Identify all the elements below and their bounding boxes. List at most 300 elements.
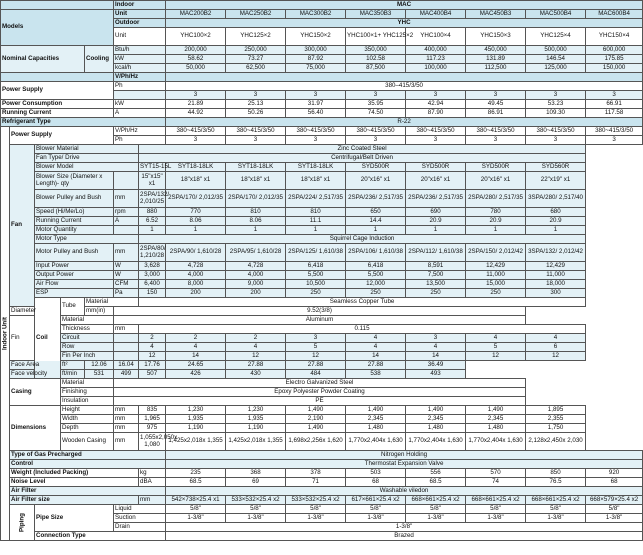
spec-label-cell: Indoor <box>114 1 166 10</box>
spec-value-cell: SYT15-15L <box>140 162 172 170</box>
spec-value-cell: 112,500 <box>466 64 526 73</box>
spec-value-cell: 5,500 <box>346 271 406 280</box>
spec-value-cell: 1,935 <box>166 415 226 424</box>
spec-row-mt <box>1 235 643 244</box>
spec-label-cell: Suction <box>114 514 166 523</box>
spec-row-pl <box>1 505 643 514</box>
spec-value-cell: 76.5 <box>526 478 586 487</box>
spec-value-cell: 1,490 <box>406 406 466 415</box>
spec-value-cell: 109.30 <box>526 109 586 118</box>
spec-label-cell: kW <box>114 100 166 109</box>
spec-value-cell: MAC350B3 <box>346 10 406 19</box>
spec-value-cell: 650 <box>346 208 406 217</box>
spec-value-cell: 3 <box>286 334 346 343</box>
spec-row-speed <box>1 208 643 217</box>
spec-label-cell: Control <box>10 460 166 469</box>
spec-label-cell: Row <box>61 343 114 352</box>
spec-value-cell: 235 <box>166 469 226 478</box>
spec-value-cell: SYT18-18LK <box>226 163 286 172</box>
spec-value-cell: 3SPA/132/ 2,012/42 <box>526 244 586 262</box>
spec-value-cell: 14 <box>166 352 226 361</box>
spec-value-cell: 835 <box>139 406 166 415</box>
spec-value-cell: SYD500R <box>466 163 526 172</box>
spec-value-cell: 68 <box>586 478 643 487</box>
spec-value-cell: 680 <box>526 208 586 217</box>
spec-value-cell: 1,055x2,050x 1,080 <box>139 433 166 451</box>
spec-value-cell: 1,230 <box>226 406 286 415</box>
spec-row-cap-btu <box>1 46 643 55</box>
spec-label-cell: A <box>114 217 139 226</box>
spec-value-cell: 2,190 <box>286 415 346 424</box>
spec-row-fa <box>1 361 643 370</box>
spec-label-cell: Insulation <box>61 397 114 406</box>
spec-value-cell: 1 <box>166 226 226 235</box>
spec-value-cell: 668×661×25.4 x2 <box>526 496 586 505</box>
spec-value-cell: 1,965 <box>139 415 166 424</box>
spec-value-cell: 12.06 <box>85 361 114 370</box>
spec-value-cell: Epoxy Polyester Powder Coating <box>114 388 526 397</box>
spec-value-cell: 1 <box>466 226 526 235</box>
spec-value-cell: 507 <box>139 370 166 379</box>
spec-value-cell: 4 <box>406 343 466 352</box>
spec-value-cell: 2,345 <box>466 415 526 424</box>
spec-value-cell: 3 <box>346 91 406 100</box>
spec-value-cell: 1,935 <box>226 415 286 424</box>
spec-label-cell: mm <box>114 406 139 415</box>
spec-value-cell: 1 <box>226 226 286 235</box>
spec-value-cell: 8.06 <box>226 217 286 226</box>
spec-value-cell: 73.27 <box>226 55 286 64</box>
spec-row-bsize <box>1 172 643 190</box>
spec-label-cell: Running Current <box>1 109 114 118</box>
spec-label-cell: mm <box>114 415 139 424</box>
spec-value-cell: 71 <box>286 478 346 487</box>
spec-label-cell: A <box>114 109 166 118</box>
spec-row-ftd <box>1 154 643 163</box>
spec-row-fc <box>1 334 643 343</box>
spec-row-wt <box>1 469 643 478</box>
spec-label-cell <box>114 334 139 343</box>
spec-label-cell <box>114 172 139 190</box>
spec-value-cell: 58.62 <box>166 55 226 64</box>
spec-value-cell: 5/8" <box>526 505 586 514</box>
spec-row-esp <box>1 289 643 298</box>
spec-label-cell: Weight (Included Packing) <box>10 469 139 478</box>
spec-row-pct <box>1 532 643 541</box>
spec-value-cell: 12 <box>286 352 346 361</box>
spec-value-cell: 4 <box>346 334 406 343</box>
spec-row-mq <box>1 226 643 235</box>
spec-value-cell: 3 <box>526 91 586 100</box>
spec-value-cell: 2SPA/224/ 2,517/35 <box>286 190 346 208</box>
spec-value-cell: 668×579×25.4 x2 <box>586 496 643 505</box>
spec-value-cell: 200,000 <box>166 46 226 55</box>
spec-value-cell: 150,000 <box>586 64 643 73</box>
spec-value-cell: 31.97 <box>286 100 346 109</box>
spec-value-cell: 430 <box>226 370 286 379</box>
spec-value-cell: 4,000 <box>226 271 286 280</box>
spec-label-cell: Pipe Size <box>35 505 114 532</box>
spec-value-cell: YHC100×1+ YHC125×2 <box>346 28 406 46</box>
spec-value-cell: YHC150×4 <box>586 28 643 46</box>
spec-label-cell: Material <box>61 379 114 388</box>
spec-value-cell: 49.45 <box>466 100 526 109</box>
spec-value-cell: 0.115 <box>139 325 586 334</box>
spec-value-cell: Centrifugal/Belt Driven <box>139 154 586 163</box>
spec-value-cell: Aluminum <box>114 316 526 325</box>
spec-label-cell: Finishing <box>61 388 114 397</box>
spec-value-cell: 300 <box>526 289 586 298</box>
spec-value-cell: 3 <box>406 334 466 343</box>
spec-value-cell: 22"x19" x1 <box>526 172 586 190</box>
spec-value-cell: MAC400B4 <box>406 10 466 19</box>
spec-label-cell: Air Filter size <box>10 496 139 505</box>
spec-label-cell: Casing <box>10 379 61 406</box>
spec-value-cell: Brazed <box>166 532 643 541</box>
spec-value-cell: 8,000 <box>166 280 226 289</box>
spec-table-body <box>1 1 643 541</box>
spec-label-cell: Fan <box>10 145 35 307</box>
spec-value-cell: 4 <box>526 334 586 343</box>
spec-value-cell: 617×661×25.4 x2 <box>346 496 406 505</box>
spec-value-cell: 5/8" <box>466 505 526 514</box>
spec-value-cell: 68.5 <box>406 478 466 487</box>
spec-value-cell: 74 <box>466 478 526 487</box>
spec-value-cell: 18"x18" x1 <box>226 172 286 190</box>
spec-value-cell: 2,345 <box>346 415 406 424</box>
spec-value-cell: 117.23 <box>406 55 466 64</box>
spec-value-cell: 4,728 <box>166 262 226 271</box>
spec-value-cell: 150 <box>139 289 166 298</box>
spec-value-cell: 378 <box>286 469 346 478</box>
spec-label-cell: Power Consumption <box>1 100 114 109</box>
spec-value-cell: 6,418 <box>286 262 346 271</box>
spec-label-cell: Refrigerant Type <box>1 118 166 127</box>
spec-label-cell: Circuit <box>61 334 114 343</box>
spec-label-cell: V/Ph/Hz <box>114 73 166 82</box>
spec-value-cell: 1 <box>139 226 166 235</box>
spec-label-cell: Face velocity <box>10 370 61 379</box>
spec-label-cell: Fin <box>10 316 35 361</box>
spec-value-cell: 2SPA/236/ 2,517/35 <box>346 190 406 208</box>
spec-label-cell: Motor Pulley and Bush <box>35 244 114 262</box>
spec-value-cell: 7,500 <box>406 271 466 280</box>
spec-label-cell: Height <box>61 406 114 415</box>
spec-value-cell: 810 <box>286 208 346 217</box>
spec-label-cell: Pa <box>114 289 139 298</box>
spec-value-cell <box>166 73 643 82</box>
spec-value-cell: 1-3/8" <box>526 514 586 523</box>
spec-value-cell: SYT18-18LK <box>166 163 226 172</box>
spec-row-bm <box>1 145 643 154</box>
spec-value-cell: 533×532×25.4 x2 <box>226 496 286 505</box>
spec-value-cell: 11.1 <box>286 217 346 226</box>
spec-label-cell: mm <box>114 325 139 334</box>
spec-value-cell: 426 <box>166 370 226 379</box>
spec-value-cell: 3 <box>526 136 586 145</box>
spec-value-cell: 350,000 <box>346 46 406 55</box>
spec-value-cell: 2,345 <box>406 415 466 424</box>
spec-label-cell: Indoor Unit <box>1 127 10 541</box>
spec-row-afil <box>1 487 643 496</box>
spec-label-cell: Input Power <box>35 262 114 271</box>
spec-value-cell: 380–415/3/50 <box>166 82 643 91</box>
spec-row-wc <box>1 433 643 451</box>
spec-label-cell: Coil <box>35 298 61 379</box>
spec-value-cell: 450,000 <box>466 46 526 55</box>
spec-value-cell: 1 <box>286 226 346 235</box>
spec-value-cell: YHC150×3 <box>466 28 526 46</box>
spec-label-cell: Noise Level <box>10 478 139 487</box>
spec-value-cell: 35.95 <box>346 100 406 109</box>
spec-value-cell: 2SPA/80/ 1,210/28 <box>139 244 166 262</box>
spec-value-cell: 20"x16" x1 <box>466 172 526 190</box>
spec-value-cell: 27.88 <box>286 361 346 370</box>
spec-value-cell: MAC200B2 <box>166 10 226 19</box>
spec-value-cell: 690 <box>406 208 466 217</box>
spec-label-cell: Air Filter <box>10 487 166 496</box>
spec-value-cell: 12 <box>226 352 286 361</box>
spec-value-cell: 6,418 <box>346 262 406 271</box>
spec-value-cell: MAC600B4 <box>586 10 643 19</box>
spec-label-cell: Blower Pulley and Bush <box>35 190 114 208</box>
spec-value-cell: 42.94 <box>406 100 466 109</box>
spec-value-cell: 380~415/3/50 <box>226 127 286 136</box>
spec-value-cell: 250 <box>346 289 406 298</box>
spec-value-cell: 18,000 <box>526 280 586 289</box>
spec-value-cell: 66.91 <box>586 100 643 109</box>
spec-row-ps-vph <box>1 73 643 82</box>
spec-value-cell: 531 <box>85 370 114 379</box>
spec-value-cell: 380~415/3/50 <box>466 127 526 136</box>
spec-value-cell: 380~415/3/50 <box>286 127 346 136</box>
spec-value-cell: 2SPA/106/ 1,610/38 <box>346 244 406 262</box>
spec-value-cell: 1-3/8" <box>346 514 406 523</box>
spec-value-cell: 1,770x2,404x 1,630 <box>346 433 406 451</box>
spec-value-cell: 1,480 <box>346 424 406 433</box>
spec-label-cell: mm <box>114 244 139 262</box>
spec-label-cell: W <box>114 271 139 280</box>
spec-value-cell: 4 <box>139 343 166 352</box>
spec-value-cell: MAC <box>166 1 643 10</box>
spec-value-cell: 2SPA/170/ 2,012/35 <box>226 190 286 208</box>
spec-row-tm <box>1 298 643 307</box>
spec-value-cell: 14 <box>346 352 406 361</box>
spec-value-cell: 500,000 <box>526 46 586 55</box>
spec-value-cell: SYD560R <box>526 163 586 172</box>
spec-value-cell: 12 <box>466 352 526 361</box>
spec-value-cell: 1-3/8" <box>166 514 226 523</box>
spec-value-cell: 668×661×25.4 x2 <box>466 496 526 505</box>
spec-row-afs <box>1 496 643 505</box>
spec-value-cell: 27.88 <box>226 361 286 370</box>
spec-row-fr <box>1 343 643 352</box>
spec-row-nl <box>1 478 643 487</box>
spec-value-cell: 1-3/8" <box>406 514 466 523</box>
spec-value-cell: 50,000 <box>166 64 226 73</box>
spec-value-cell: 920 <box>586 469 643 478</box>
spec-label-cell: Type of Gas Precharged <box>10 451 166 460</box>
spec-value-cell: 50.26 <box>226 109 286 118</box>
spec-value-cell: 36.49 <box>406 361 466 370</box>
spec-value-cell: 68 <box>346 478 406 487</box>
spec-row-mpulley <box>1 244 643 262</box>
spec-value-cell: 780 <box>466 208 526 217</box>
spec-value-cell: Seamless Copper Tube <box>139 298 586 307</box>
spec-value-cell: 21.89 <box>166 100 226 109</box>
spec-value-cell: 5 <box>466 343 526 352</box>
spec-value-cell: YHC150×2 <box>286 28 346 46</box>
spec-row-bpulley <box>1 190 643 208</box>
spec-value-cell: 380~415/3/50 <box>406 127 466 136</box>
spec-value-cell: MAC450B3 <box>466 10 526 19</box>
spec-row-dd <box>1 424 643 433</box>
spec-value-cell: 74.50 <box>346 109 406 118</box>
spec-label-cell: Fan Type/ Drive <box>35 154 139 163</box>
spec-value-cell: Washable viledon <box>166 487 643 496</box>
spec-row-bmodel <box>1 163 643 172</box>
spec-value-cell: 2SPA/95/ 1,610/28 <box>226 244 286 262</box>
spec-value-cell: Squirrel Cage Induction <box>139 235 586 244</box>
spec-value-cell: Electro Galvanized Steel <box>114 379 526 388</box>
spec-value-cell: 1,770x2,404x 1,630 <box>406 433 466 451</box>
spec-value-cell: 12,429 <box>526 262 586 271</box>
spec-value-cell: 2SPA/90/ 1,610/28 <box>166 244 226 262</box>
spec-value-cell: 15"x15" x1 <box>139 172 166 190</box>
spec-value-cell: 12 <box>139 352 166 361</box>
spec-value-cell: 14 <box>406 352 466 361</box>
spec-row-fm <box>1 316 643 325</box>
spec-value-cell: 25.13 <box>226 100 286 109</box>
spec-label-cell: Models <box>1 10 114 46</box>
spec-value-cell: 1,490 <box>286 406 346 415</box>
spec-value-cell: 3,628 <box>139 262 166 271</box>
spec-value-cell: 87.92 <box>286 55 346 64</box>
spec-value-cell: MAC500B4 <box>526 10 586 19</box>
spec-row-af <box>1 280 643 289</box>
spec-value-cell: 3 <box>406 136 466 145</box>
spec-value-cell: 380~415/3/50 <box>346 127 406 136</box>
spec-value-cell: 146.54 <box>526 55 586 64</box>
spec-value-cell: 1-3/8" <box>586 514 643 523</box>
spec-value-cell: 18"x18" x1 <box>166 172 226 190</box>
spec-value-cell: SYT18-18LK <box>286 163 346 172</box>
spec-value-cell: 850 <box>526 469 586 478</box>
spec-label-cell: Motor Type <box>35 235 139 244</box>
spec-value-cell: R-22 <box>166 118 643 127</box>
spec-value-cell: Zinc Coated Steel <box>139 145 586 154</box>
spec-value-cell: MAC250B2 <box>226 10 286 19</box>
spec-value-cell: 16.04 <box>114 361 139 370</box>
spec-value-cell: YHC125×2 <box>226 28 286 46</box>
spec-row-gas <box>1 451 643 460</box>
spec-label-cell: Fin Per Inch <box>61 352 114 361</box>
spec-row-ip <box>1 262 643 271</box>
spec-value-cell: 2 <box>166 334 226 343</box>
spec-value-cell: 87,500 <box>346 64 406 73</box>
spec-value-cell: Thermostat Expansion Valve <box>166 460 643 469</box>
spec-row-cm <box>1 379 643 388</box>
spec-value-cell: 20.9 <box>466 217 526 226</box>
spec-label-cell: Running Current <box>35 217 114 226</box>
spec-value-cell: 5 <box>286 343 346 352</box>
spec-value-cell: 5/8" <box>406 505 466 514</box>
spec-value-cell: 570 <box>466 469 526 478</box>
spec-value-cell: 556 <box>406 469 466 478</box>
spec-value-cell: 368 <box>226 469 286 478</box>
spec-label-cell: kcal/h <box>114 64 166 73</box>
spec-value-cell: 3 <box>286 136 346 145</box>
spec-value-cell: 250 <box>466 289 526 298</box>
spec-value-cell: 4,728 <box>226 262 286 271</box>
spec-value-cell: 380~415/3/50 <box>166 127 226 136</box>
spec-label-cell: Unit <box>114 10 166 19</box>
spec-value-cell: 1,490 <box>466 406 526 415</box>
spec-label-cell: Btu/h <box>114 46 166 55</box>
spec-row-ps2 <box>1 127 643 136</box>
spec-value-cell: 810 <box>226 208 286 217</box>
spec-value-cell: PE <box>114 397 526 406</box>
spec-label-cell: Blower Model <box>35 163 139 172</box>
spec-label-cell: Power Supply <box>10 127 114 145</box>
spec-value-cell: 4,000 <box>166 271 226 280</box>
spec-label-cell: W <box>114 262 139 271</box>
spec-value-cell: 3 <box>226 91 286 100</box>
spec-row-dw <box>1 415 643 424</box>
spec-value-cell: 1,480 <box>466 424 526 433</box>
spec-value-cell: 5/8" <box>346 505 406 514</box>
spec-value-cell: 1-3/8" <box>466 514 526 523</box>
spec-row-rc <box>1 109 643 118</box>
spec-value-cell: YHC125×4 <box>526 28 586 46</box>
spec-value-cell: 250 <box>286 289 346 298</box>
spec-value-cell: 200 <box>166 289 226 298</box>
spec-value-cell: 2SPA/170/ 2,012/35 <box>166 190 226 208</box>
spec-value-cell: 4 <box>226 343 286 352</box>
spec-label-cell: Blower Size (Diameter x Length)- qty <box>35 172 114 190</box>
spec-row-frc <box>1 217 643 226</box>
spec-row-ps-hdr <box>1 82 643 91</box>
spec-label-cell: mm(in) <box>85 307 114 316</box>
spec-value-cell: 2SPA/112/ 1,610/38 <box>406 244 466 262</box>
spec-label-cell: mm <box>139 496 166 505</box>
spec-value-cell: 20"x16" x1 <box>346 172 406 190</box>
spec-value-cell: 2 <box>139 334 166 343</box>
spec-label-cell: Outdoor <box>114 19 166 28</box>
spec-label-cell: Speed (Hi/Me/Lo) <box>35 208 114 217</box>
spec-value-cell: 2SPA/236/ 2,517/35 <box>406 190 466 208</box>
spec-value-cell: 2SPA/132/ 2,010/25 <box>139 190 166 208</box>
spec-value-cell: 3SPA/280/ 2,517/40 <box>526 190 586 208</box>
spec-value-cell: 14.4 <box>346 217 406 226</box>
spec-value-cell: 1,490 <box>286 424 346 433</box>
spec-value-cell: 12 <box>526 352 586 361</box>
spec-value-cell: 4 <box>166 343 226 352</box>
spec-label-cell: Width <box>61 415 114 424</box>
spec-value-cell: 12,000 <box>346 280 406 289</box>
spec-label-cell: kW <box>114 55 166 64</box>
spec-value-cell: 770 <box>166 208 226 217</box>
spec-value-cell: 24.65 <box>166 361 226 370</box>
spec-value-cell: 5/8" <box>286 505 346 514</box>
spec-value-cell: SYD500R <box>406 163 466 172</box>
spec-value-cell: 5/8" <box>586 505 643 514</box>
spec-value-cell: 2SPA/150/ 2,012/42 <box>466 244 526 262</box>
spec-label-cell: Connection Type <box>35 532 166 541</box>
spec-label-cell <box>114 226 139 235</box>
spec-value-cell: 4 <box>466 334 526 343</box>
spec-value-cell: 15,000 <box>466 280 526 289</box>
